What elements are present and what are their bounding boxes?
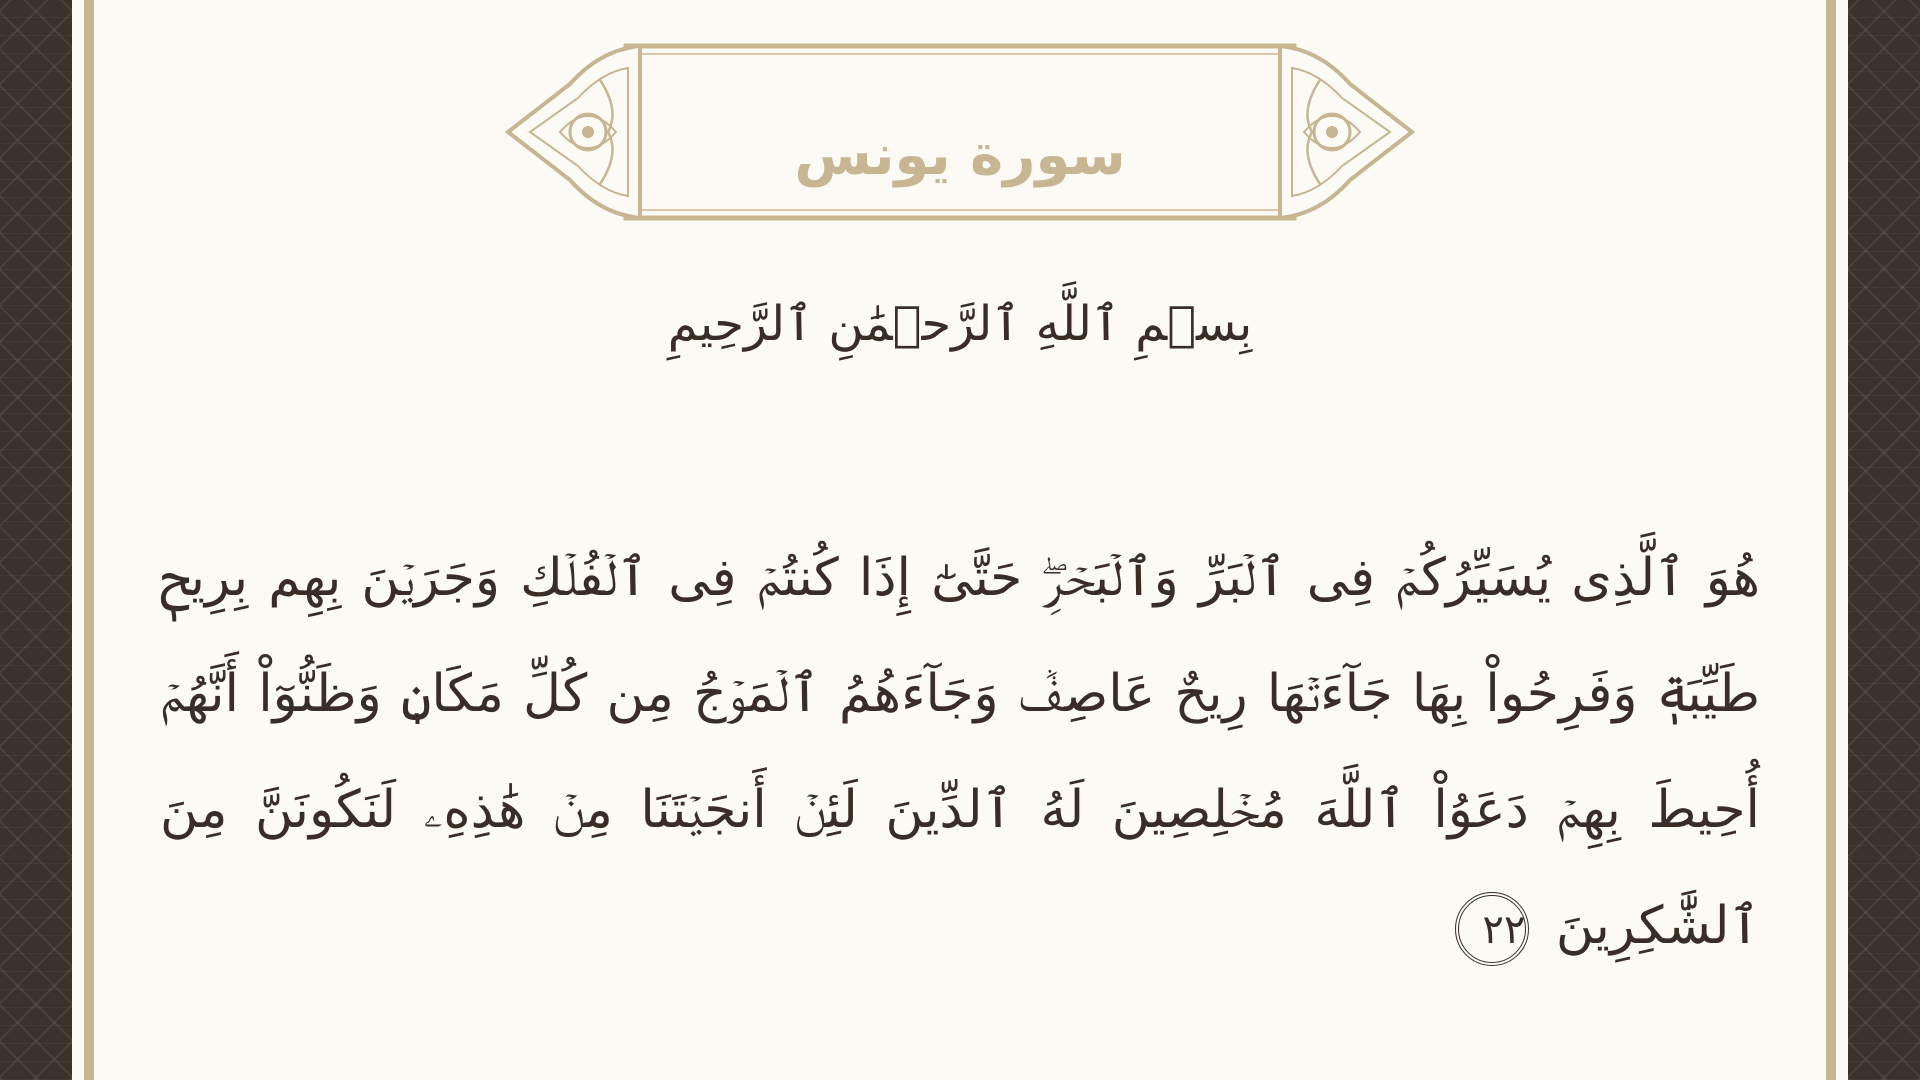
- left-page-margin: [72, 0, 84, 1080]
- basmala-calligraphy: بِسۡمِ ٱللَّهِ ٱلرَّحۡمَٰنِ ٱلرَّحِيمِ: [667, 296, 1253, 352]
- ayah-number-marker: ٢٢: [1455, 892, 1529, 966]
- left-gold-rule: [84, 0, 94, 1080]
- verse-text: هُوَ ٱلَّذِى يُسَيِّرُكُمۡ فِى ٱلۡبَرِّ وَٱلۡبَحۡرِۖ حَتَّىٰٓ إِذَا كُنتُمۡ فِى ٱلۡفُلۡكِ وَجَرَيۡنَ بِهِم بِرِيحٖ طَيِّبَةٖ وَفَرِحُواْ بِهَا جَآءَتۡهَا رِيحٌ عَاصِفٞ وَجَآءَهُمُ ٱلۡمَوۡجُ مِن كُلِّ مَكَانٖ وَظَنُّوٓاْ أَنَّهُمۡ أُحِيطَ بِهِمۡ دَعَوُاْ ٱللَّهَ مُخۡلِصِينَ لَهُ ٱلدِّينَ لَئِنۡ أَنجَيۡتَنَا مِنۡ هَٰذِهِۦ لَنَكُونَنَّ مِنَ ٱلشَّٰكِرِينَ: [160, 548, 1760, 956]
- left-ornamental-border: [0, 0, 72, 1080]
- surah-title-cartouche: [500, 40, 1420, 230]
- right-gold-rule: [1826, 0, 1836, 1080]
- right-ornamental-border: [1848, 0, 1920, 1080]
- surah-title: سورة يونس: [794, 123, 1126, 188]
- verse-block: [160, 520, 1760, 984]
- right-page-margin: [1836, 0, 1848, 1080]
